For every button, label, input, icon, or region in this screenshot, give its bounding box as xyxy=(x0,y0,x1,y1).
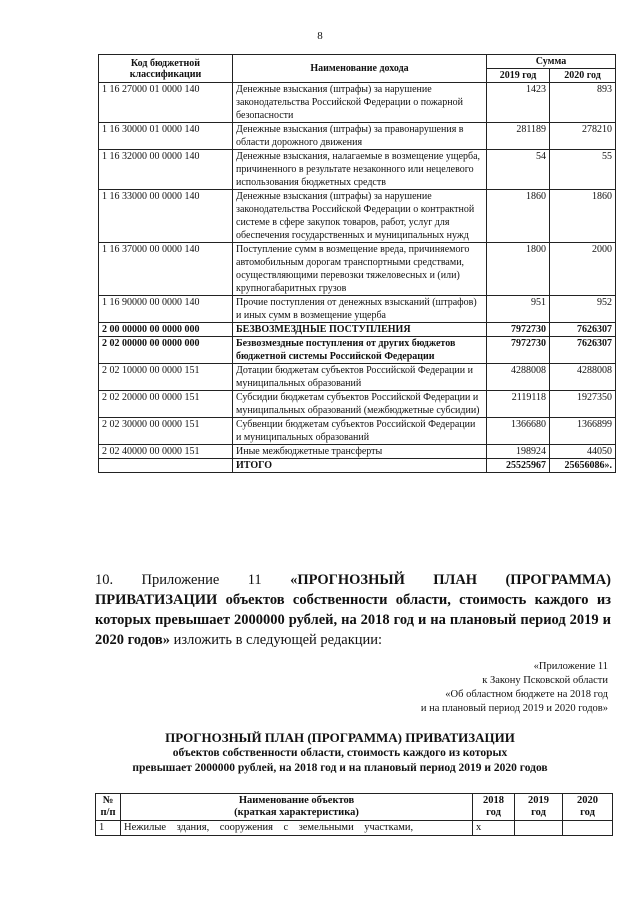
revenue-cell-2020: 952 xyxy=(550,296,616,323)
plan-header-name: Наименование объектов (краткая характеристика) xyxy=(121,794,473,821)
revenue-cell-2019: 54 xyxy=(487,150,550,190)
revenue-cell-name: Прочие поступления от денежных взысканий (штрафов) и иных сумм в возмещение ущерба xyxy=(233,296,487,323)
revenue-cell-2019: 198924 xyxy=(487,445,550,459)
revenue-row xyxy=(99,364,616,391)
revenue-table xyxy=(98,54,616,473)
revenue-cell-2020: 44050 xyxy=(550,445,616,459)
revenue-row xyxy=(99,190,616,243)
revenue-cell-2019: 951 xyxy=(487,296,550,323)
revenue-row xyxy=(99,418,616,445)
revenue-cell-name: Безвозмездные поступления от других бюджетов бюджетной системы Российской Федерации xyxy=(233,337,487,364)
revenue-row xyxy=(99,459,616,473)
revenue-cell-2019: 4288008 xyxy=(487,364,550,391)
revenue-cell-name: Денежные взыскания (штрафы) за правонарушения в области дорожного движения xyxy=(233,123,487,150)
revenue-cell-2020: 25656086». xyxy=(550,459,616,473)
revenue-cell-code: 2 02 30000 00 0000 151 xyxy=(99,418,233,445)
plan-title xyxy=(80,730,600,776)
plan-header-2018: 2018 год xyxy=(473,794,515,821)
revenue-cell-2019: 1366680 xyxy=(487,418,550,445)
revenue-cell-code: 2 00 00000 00 0000 000 xyxy=(99,323,233,337)
revenue-cell-2020: 2000 xyxy=(550,243,616,296)
amendment-paragraph xyxy=(95,570,611,650)
revenue-cell-2019: 1423 xyxy=(487,83,550,123)
header-2020: 2020 год xyxy=(550,69,616,83)
revenue-cell-2019: 7972730 xyxy=(487,323,550,337)
revenue-cell-name: Иные межбюджетные трансферты xyxy=(233,445,487,459)
appendix-line-3: «Об областном бюджете на 2018 год xyxy=(445,689,608,700)
plan-cell-2019 xyxy=(515,821,563,836)
plan-title-line-3: превышает 2000000 рублей, на 2018 год и на плановый период 2019 и 2020 годов xyxy=(132,762,548,774)
plan-title-line-2: объектов собственности области, стоимость каждого из которых xyxy=(172,747,508,759)
revenue-row xyxy=(99,150,616,190)
plan-header-num: № п/п xyxy=(96,794,121,821)
appendix-line-1: «Приложение 11 xyxy=(533,661,608,672)
revenue-cell-code: 1 16 33000 00 0000 140 xyxy=(99,190,233,243)
paragraph-bold: «ПРОГНОЗНЫЙ ПЛАН (ПРОГРАММА) ПРИВАТИЗАЦИИ объектов собственности области, стоимость каждого из которых превышает 2000000 рублей, на 2018 год и на плановый период 2019 и 2020 годов» xyxy=(95,572,611,648)
revenue-cell-2020: 1927350 xyxy=(550,391,616,418)
revenue-cell-2019: 2119118 xyxy=(487,391,550,418)
revenue-cell-2020: 278210 xyxy=(550,123,616,150)
revenue-row xyxy=(99,323,616,337)
plan-cell-num: 1 xyxy=(96,821,121,836)
revenue-cell-name: Субсидии бюджетам субъектов Российской Федерации и муниципальных образований (межбюджетные субсидии) xyxy=(233,391,487,418)
revenue-row xyxy=(99,445,616,459)
revenue-cell-code: 2 02 40000 00 0000 151 xyxy=(99,445,233,459)
revenue-row xyxy=(99,243,616,296)
plan-cell-2018: х xyxy=(473,821,515,836)
paragraph-lead: 10. Приложение 11 xyxy=(95,572,291,588)
revenue-row xyxy=(99,296,616,323)
paragraph-tail: изложить в следующей редакции: xyxy=(170,632,383,648)
revenue-cell-2019: 281189 xyxy=(487,123,550,150)
appendix-line-2: к Закону Псковской области xyxy=(482,675,608,686)
revenue-cell-2020: 1860 xyxy=(550,190,616,243)
revenue-cell-2020: 4288008 xyxy=(550,364,616,391)
header-name: Наименование дохода xyxy=(233,55,487,83)
revenue-cell-code: 2 02 10000 00 0000 151 xyxy=(99,364,233,391)
revenue-cell-2020: 7626307 xyxy=(550,323,616,337)
revenue-cell-2020: 893 xyxy=(550,83,616,123)
appendix-line-4: и на плановый период 2019 и 2020 годов» xyxy=(420,703,608,714)
revenue-cell-2020: 55 xyxy=(550,150,616,190)
revenue-cell-code: 1 16 30000 01 0000 140 xyxy=(99,123,233,150)
revenue-cell-2019: 25525967 xyxy=(487,459,550,473)
revenue-cell-name: Денежные взыскания (штрафы) за нарушение законодательства Российской Федерации о пожарной безопасности xyxy=(233,83,487,123)
privatization-plan-table xyxy=(95,793,613,836)
revenue-row xyxy=(99,337,616,364)
header-sum: Сумма xyxy=(487,55,616,69)
revenue-cell-2019: 1860 xyxy=(487,190,550,243)
revenue-row xyxy=(99,83,616,123)
revenue-cell-2019: 1800 xyxy=(487,243,550,296)
revenue-cell-name: БЕЗВОЗМЕЗДНЫЕ ПОСТУПЛЕНИЯ xyxy=(233,323,487,337)
plan-cell-name: Нежилые здания, сооружения с земельными участками, xyxy=(121,821,473,836)
revenue-cell-name: Денежные взыскания (штрафы) за нарушение законодательства Российской Федерации о контрактной системе в сфере закупок товаров, работ, услуг для обеспечения государственных и муниципальных нужд xyxy=(233,190,487,243)
revenue-table-body xyxy=(99,83,616,473)
revenue-cell-code xyxy=(99,459,233,473)
plan-header-2019: 2019 год xyxy=(515,794,563,821)
header-2019: 2019 год xyxy=(487,69,550,83)
revenue-cell-code: 1 16 37000 00 0000 140 xyxy=(99,243,233,296)
revenue-cell-name: Денежные взыскания, налагаемые в возмещение ущерба, причиненного в результате незаконного или нецелевого использования бюджетных средств xyxy=(233,150,487,190)
revenue-row xyxy=(99,123,616,150)
revenue-cell-code: 2 02 00000 00 0000 000 xyxy=(99,337,233,364)
revenue-cell-code: 1 16 90000 00 0000 140 xyxy=(99,296,233,323)
plan-header-2020: 2020 год xyxy=(563,794,613,821)
revenue-cell-2020: 7626307 xyxy=(550,337,616,364)
revenue-cell-name: Поступление сумм в возмещение вреда, причиняемого автомобильным дорогам транспортными средствами, осуществляющими перевозки тяжеловесных и (или) крупногабаритных грузов xyxy=(233,243,487,296)
revenue-cell-name: ИТОГО xyxy=(233,459,487,473)
plan-row xyxy=(96,821,613,836)
plan-title-line-1: ПРОГНОЗНЫЙ ПЛАН (ПРОГРАММА) ПРИВАТИЗАЦИИ xyxy=(165,730,515,745)
revenue-row xyxy=(99,391,616,418)
revenue-cell-code: 2 02 20000 00 0000 151 xyxy=(99,391,233,418)
revenue-cell-name: Дотации бюджетам субъектов Российской Федерации и муниципальных образований xyxy=(233,364,487,391)
header-code: Код бюджетной классификации xyxy=(99,55,233,83)
page-number: 8 xyxy=(317,30,323,42)
revenue-cell-code: 1 16 32000 00 0000 140 xyxy=(99,150,233,190)
revenue-cell-2019: 7972730 xyxy=(487,337,550,364)
revenue-cell-2020: 1366899 xyxy=(550,418,616,445)
revenue-cell-name: Субвенции бюджетам субъектов Российской Федерации и муниципальных образований xyxy=(233,418,487,445)
plan-cell-2020 xyxy=(563,821,613,836)
appendix-note xyxy=(348,660,608,716)
revenue-cell-code: 1 16 27000 01 0000 140 xyxy=(99,83,233,123)
